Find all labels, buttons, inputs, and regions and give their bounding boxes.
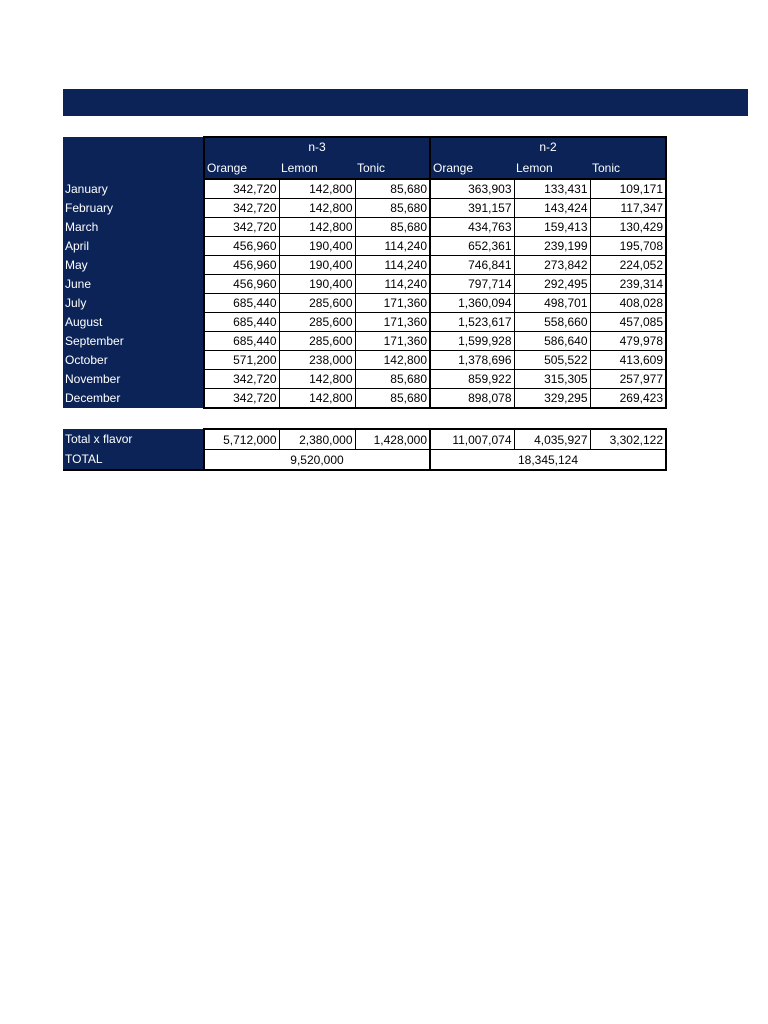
value-cell: 85,680: [355, 218, 430, 237]
value-cell: 269,423: [590, 389, 666, 409]
value-cell: 114,240: [355, 256, 430, 275]
value-cell: 239,199: [514, 237, 590, 256]
value-cell: 142,800: [279, 389, 355, 409]
table-row: [63, 389, 666, 409]
value-cell: 498,701: [514, 294, 590, 313]
value-cell: 315,305: [514, 370, 590, 389]
total-cell: 3,302,122: [590, 429, 666, 450]
value-cell: 571,200: [204, 351, 279, 370]
table-row: [63, 199, 666, 218]
value-cell: 239,314: [590, 275, 666, 294]
value-cell: 171,360: [355, 313, 430, 332]
row-label-month: November: [63, 370, 204, 389]
corner-cell: [63, 157, 204, 180]
value-cell: 285,600: [279, 313, 355, 332]
value-cell: 1,378,696: [430, 351, 514, 370]
table-row: [63, 313, 666, 332]
value-cell: 456,960: [204, 237, 279, 256]
value-cell: 586,640: [514, 332, 590, 351]
value-cell: 457,085: [590, 313, 666, 332]
col-header-tonic: Tonic: [590, 157, 666, 180]
value-cell: 391,157: [430, 199, 514, 218]
spacer-row: [63, 408, 666, 429]
flavor-header-row: [63, 157, 666, 180]
value-cell: 143,424: [514, 199, 590, 218]
group-header-n2: n-2: [430, 137, 666, 157]
grand-total-n2: 18,345,124: [430, 450, 666, 471]
value-cell: 85,680: [355, 370, 430, 389]
value-cell: 342,720: [204, 389, 279, 409]
value-cell: 898,078: [430, 389, 514, 409]
spacer-cell: [63, 408, 666, 429]
value-cell: 130,429: [590, 218, 666, 237]
grand-total-row: [63, 450, 666, 471]
value-cell: 1,599,928: [430, 332, 514, 351]
row-label-month: May: [63, 256, 204, 275]
row-label-month: June: [63, 275, 204, 294]
value-cell: 171,360: [355, 332, 430, 351]
value-cell: 114,240: [355, 275, 430, 294]
value-cell: 413,609: [590, 351, 666, 370]
col-header-lemon: Lemon: [279, 157, 355, 180]
value-cell: 685,440: [204, 332, 279, 351]
value-cell: 685,440: [204, 313, 279, 332]
value-cell: 109,171: [590, 179, 666, 199]
value-cell: 408,028: [590, 294, 666, 313]
value-cell: 117,347: [590, 199, 666, 218]
value-cell: 142,800: [279, 199, 355, 218]
row-label-month: October: [63, 351, 204, 370]
value-cell: 342,720: [204, 370, 279, 389]
value-cell: 363,903: [430, 179, 514, 199]
value-cell: 114,240: [355, 237, 430, 256]
total-by-flavor-row: [63, 429, 666, 450]
value-cell: 85,680: [355, 199, 430, 218]
row-label-month: April: [63, 237, 204, 256]
value-cell: 859,922: [430, 370, 514, 389]
value-cell: 142,800: [279, 179, 355, 199]
value-cell: 685,440: [204, 294, 279, 313]
value-cell: 85,680: [355, 179, 430, 199]
value-cell: 342,720: [204, 199, 279, 218]
value-cell: 142,800: [279, 370, 355, 389]
table-row: [63, 218, 666, 237]
total-cell: 1,428,000: [355, 429, 430, 450]
value-cell: 171,360: [355, 294, 430, 313]
value-cell: 224,052: [590, 256, 666, 275]
col-header-tonic: Tonic: [355, 157, 430, 180]
total-cell: 11,007,074: [430, 429, 514, 450]
value-cell: 329,295: [514, 389, 590, 409]
value-cell: 505,522: [514, 351, 590, 370]
row-label-month: March: [63, 218, 204, 237]
value-cell: 190,400: [279, 237, 355, 256]
total-cell: 2,380,000: [279, 429, 355, 450]
value-cell: 190,400: [279, 256, 355, 275]
table-row: [63, 275, 666, 294]
table-row: [63, 256, 666, 275]
table-row: [63, 351, 666, 370]
value-cell: 159,413: [514, 218, 590, 237]
value-cell: 479,978: [590, 332, 666, 351]
value-cell: 342,720: [204, 179, 279, 199]
value-cell: 190,400: [279, 275, 355, 294]
table-row: [63, 179, 666, 199]
row-label-month: February: [63, 199, 204, 218]
grand-total-label: TOTAL: [63, 450, 204, 471]
value-cell: 257,977: [590, 370, 666, 389]
table-row: [63, 370, 666, 389]
value-cell: 85,680: [355, 389, 430, 409]
value-cell: 273,842: [514, 256, 590, 275]
value-cell: 285,600: [279, 332, 355, 351]
col-header-orange: Orange: [204, 157, 279, 180]
value-cell: 285,600: [279, 294, 355, 313]
total-cell: 4,035,927: [514, 429, 590, 450]
value-cell: 142,800: [279, 218, 355, 237]
value-cell: 652,361: [430, 237, 514, 256]
value-cell: 195,708: [590, 237, 666, 256]
value-cell: 142,800: [355, 351, 430, 370]
month-rows: [63, 179, 666, 408]
grand-total-n3: 9,520,000: [204, 450, 430, 471]
value-cell: 292,495: [514, 275, 590, 294]
col-header-lemon: Lemon: [514, 157, 590, 180]
corner-cell: [63, 137, 204, 157]
group-header-row: [63, 137, 666, 157]
table-row: [63, 237, 666, 256]
value-cell: 342,720: [204, 218, 279, 237]
value-cell: 746,841: [430, 256, 514, 275]
total-cell: 5,712,000: [204, 429, 279, 450]
value-cell: 238,000: [279, 351, 355, 370]
sales-table: [63, 136, 667, 471]
value-cell: 456,960: [204, 275, 279, 294]
table-row: [63, 294, 666, 313]
value-cell: 133,431: [514, 179, 590, 199]
row-label-month: August: [63, 313, 204, 332]
value-cell: 1,523,617: [430, 313, 514, 332]
total-by-flavor-label: Total x flavor: [63, 429, 204, 450]
col-header-orange: Orange: [430, 157, 514, 180]
row-label-month: January: [63, 179, 204, 199]
value-cell: 1,360,094: [430, 294, 514, 313]
row-label-month: July: [63, 294, 204, 313]
group-header-n3: n-3: [204, 137, 430, 157]
value-cell: 797,714: [430, 275, 514, 294]
title-banner: [63, 89, 748, 116]
value-cell: 456,960: [204, 256, 279, 275]
row-label-month: September: [63, 332, 204, 351]
value-cell: 558,660: [514, 313, 590, 332]
row-label-month: December: [63, 389, 204, 409]
table-row: [63, 332, 666, 351]
value-cell: 434,763: [430, 218, 514, 237]
